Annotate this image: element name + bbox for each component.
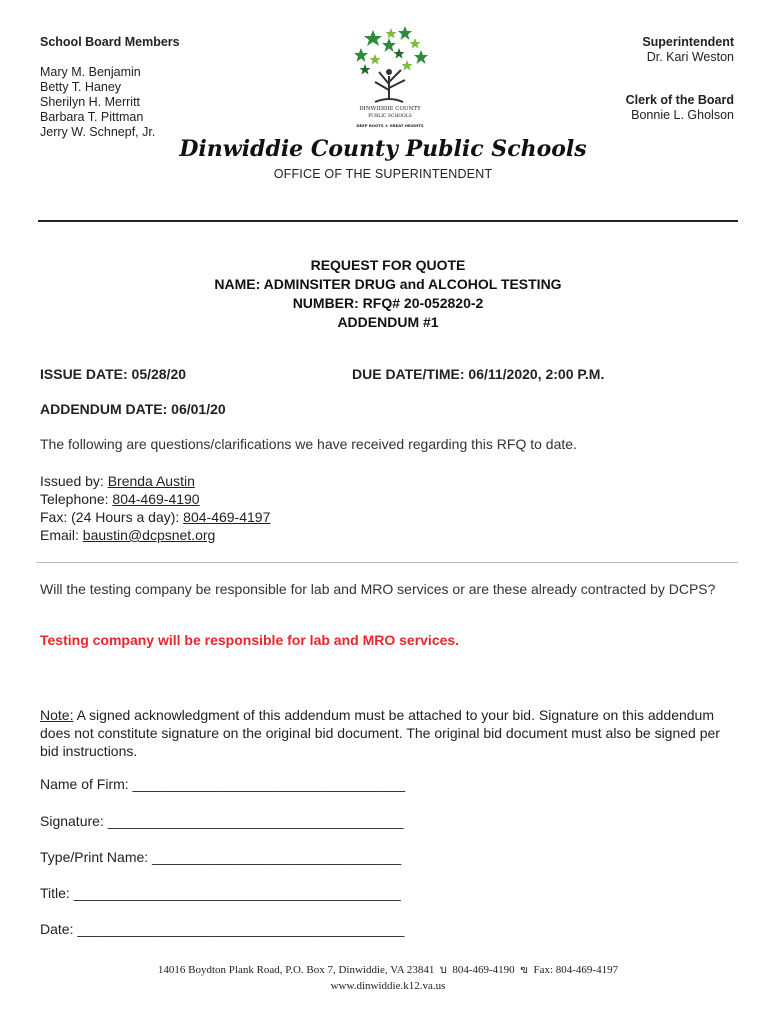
rfq-heading-block — [0, 256, 770, 332]
footer-address: 14016 Boydton Plank Road, P.O. Box 7, Dinwiddie, VA 23841 — [157, 964, 435, 976]
telephone-value: 804-469-4190 — [112, 491, 200, 507]
issued-by-value: Brenda Austin — [107, 473, 195, 489]
school-name: Dinwiddie County Public Schools — [179, 136, 587, 162]
board-member: Jerry W. Schnepf, Jr. — [40, 125, 156, 139]
firm-name-field[interactable]: Name of Firm: ___________________________________ — [40, 776, 406, 792]
title-field[interactable]: Title: __________________________________________ — [40, 885, 401, 901]
footer-phone: 804-469-4190 — [452, 964, 515, 976]
board-member: Sherilyn H. Merritt — [40, 95, 141, 109]
signature-field[interactable]: Signature: ______________________________________ — [40, 813, 404, 829]
section-divider — [36, 562, 738, 563]
office-title: OFFICE OF THE SUPERINTENDENT — [273, 167, 493, 181]
rfq-name: NAME: ADMINSITER DRUG and ALCOHOL TESTING — [214, 276, 562, 292]
note-label: Note: — [40, 707, 74, 723]
answer-text: Testing company will be responsible for lab and MRO services. — [40, 632, 460, 648]
due-date: DUE DATE/TIME: 06/11/2020, 2:00 P.M. — [352, 366, 605, 382]
fax-value: 804-469-4197 — [183, 509, 271, 525]
note-block — [40, 706, 740, 760]
contact-block — [40, 472, 270, 544]
officials-block — [534, 35, 734, 123]
footer-website[interactable]: www.dinwiddie.k12.va.us — [330, 980, 446, 992]
note-text: A signed acknowledgment of this addendum must be attached to your bid. Signature on this addendum does not constitute signature on the original bid document. The original bid document must also be signed per bid instructions. — [40, 707, 720, 759]
logo-text-line1: DINWIDDIE COUNTY — [359, 106, 421, 112]
school-logo — [345, 24, 435, 134]
footer — [0, 962, 770, 994]
clerk-name: Bonnie L. Gholson — [631, 108, 734, 122]
intro-text: The following are questions/clarifications we have received regarding this RFQ to date. — [40, 436, 577, 452]
rfq-number: NUMBER: RFQ# 20-052820-2 — [292, 295, 484, 311]
telephone-label: Telephone: — [40, 491, 113, 507]
tree-stars-icon — [345, 24, 435, 134]
footer-ornament-icon: บ — [439, 964, 447, 976]
issue-date: ISSUE DATE: 05/28/20 — [40, 366, 187, 382]
header-divider — [38, 220, 738, 222]
board-member: Mary M. Benjamin — [40, 65, 141, 79]
board-members-heading: School Board Members — [40, 35, 180, 49]
addendum-date: ADDENDUM DATE: 06/01/20 — [40, 401, 226, 417]
rfq-addendum: ADDENDUM #1 — [337, 314, 439, 330]
rfq-title: REQUEST FOR QUOTE — [310, 257, 466, 273]
board-member: Betty T. Haney — [40, 80, 122, 94]
email-label: Email: — [40, 527, 83, 543]
board-member: Barbara T. Pittman — [40, 110, 144, 124]
fax-label: Fax: (24 Hours a day): — [40, 509, 184, 525]
clerk-heading: Clerk of the Board — [625, 93, 734, 107]
footer-ornament-icon: ฃ — [520, 964, 528, 976]
date-field[interactable]: Date: __________________________________________ — [40, 921, 405, 937]
board-members-block — [40, 35, 240, 140]
issued-by-label: Issued by: — [40, 473, 108, 489]
question-text: Will the testing company be responsible for lab and MRO services or are these already contracted by DCPS? — [40, 581, 716, 597]
footer-fax: Fax: 804-469-4197 — [533, 964, 619, 976]
logo-tagline: DEEP ROOTS ★ GREAT HEIGHTS — [356, 123, 424, 128]
logo-text-line2: PUBLIC SCHOOLS — [368, 114, 412, 119]
email-link[interactable]: baustin@dcpsnet.org — [82, 527, 216, 543]
superintendent-heading: Superintendent — [642, 35, 734, 49]
print-name-field[interactable]: Type/Print Name: ________________________________ — [40, 849, 402, 865]
superintendent-name: Dr. Kari Weston — [646, 50, 734, 64]
